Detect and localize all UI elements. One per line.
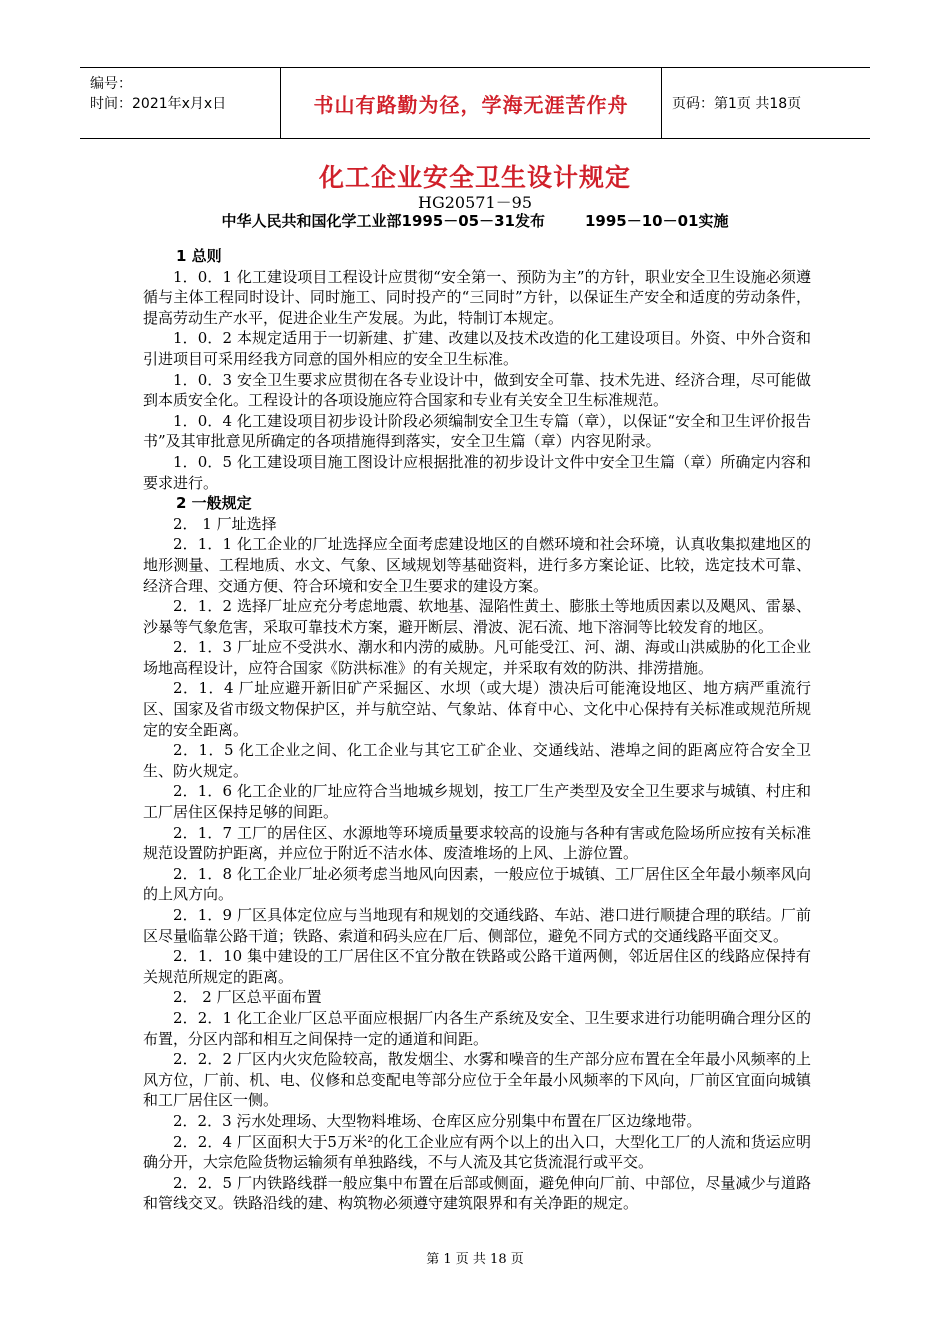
header-table — [80, 67, 870, 139]
issuer-line — [0, 210, 950, 231]
paragraph: 1．0．3 安全卫生要求应贯彻在各专业设计中，做到安全可靠、技术先进、经济合理，尽可能做到本质安全化。工程设计的各项设施应符合国家和专业有关安全卫生标准规范。 — [143, 370, 811, 410]
paragraph: 2．1．4 厂址应避开新旧矿产采掘区、水坝（或大堤）溃决后可能淹设地区、地方病严重流行区、国家及省市级文物保护区，并与航空站、气象站、体育中心、文化中心保持有关标准或规范所规定的安全距离。 — [143, 679, 811, 739]
paragraph: 1．0．5 化工建设项目施工图设计应根据批准的初步设计文件中安全卫生篇（章）所确定内容和要求进行。 — [143, 452, 811, 492]
paragraph: 2． 2 厂区总平面布置 — [173, 988, 322, 1007]
paragraph: 2．2．5 厂内铁路线群一般应集中布置在后部或侧面，避免伸向厂前、中部位，尽量减少与道路和管线交叉。铁路沿线的建、构筑物必须遵守建筑限界和有关净距的规定。 — [143, 1173, 811, 1213]
section-heading: 2 一般规定 — [176, 494, 252, 513]
paragraph: 2．1．6 化工企业的厂址应符合当地城乡规划，按工厂生产类型及安全卫生要求与城镇、村庄和工厂居住区保持足够的间距。 — [143, 782, 811, 822]
effective-date: 1995－10－01实施 — [585, 212, 729, 230]
paragraph: 1．0．2 本规定适用于一切新建、扩建、改建以及技术改造的化工建设项目。外资、中外合资和引进项目可采用经我方同意的国外相应的安全卫生标准。 — [143, 329, 811, 368]
section-heading: 1 总则 — [176, 247, 222, 265]
paragraph: 2．2．2 厂区内火灾危险较高，散发烟尘、水雾和噪音的生产部分应布置在全年最小风频率的上风方位，厂前、机、电、仪修和总变配电等部分应位于全年最小风频率的下风向，厂前区宜面向城镇和工厂居住区一侧。 — [143, 1050, 811, 1110]
header-meta-cell — [80, 68, 280, 138]
paragraph: 2． 1 厂址选择 — [173, 514, 277, 533]
header-page-cell — [662, 68, 870, 138]
paragraph: 2．1．2 选择厂址应充分考虑地震、软地基、湿陷性黄土、膨胀土等地质因素以及飓风、雷暴、沙暴等气象危害，采取可靠技术方案，避开断层、滑波、泥石流、地下溶洞等比较发育的地区。 — [143, 597, 811, 636]
paragraph: 1．0．4 化工建设项目初步设计阶段必须编制安全卫生专篇（章），以保证“安全和卫生评价报告书”及其审批意见所确定的各项措施得到落实，安全卫生篇（章）内容见附录。 — [143, 411, 811, 451]
issuer-text: 中华人民共和国化学工业部1995－05－31发布 — [221, 212, 545, 230]
paragraph: 2．1．9 厂区具体定位应与当地现有和规划的交通线路、车站、港口进行顺捷合理的联结。厂前区尽量临靠公路干道；铁路、索道和码头应在厂后、侧部位，避免不同方式的交通线路平面交叉。 — [143, 906, 811, 945]
paragraph: 1．0．1 化工建设项目工程设计应贯彻“安全第一、预防为主”的方针，职业安全卫生设施必须遵循与主体工程同时设计、同时施工、同时投产的“三同时”方针，以保证生产安全和适度的劳动条件，提高劳动生产水平，促进企业生产发展。为此，特制订本规定。 — [143, 267, 811, 327]
document-code: HG20571－95 — [418, 193, 532, 212]
motto-text: 书山有路勤为径，学海无涯苦作舟 — [313, 92, 629, 117]
paragraph: 2．1．8 化工企业厂址必须考虑当地风向因素，一般应位于城镇、工厂居住区全年最小频率风向的上风方向。 — [143, 864, 811, 904]
number-label: 编号： — [90, 76, 132, 92]
time-label: 时间：2021年x月x日 — [90, 96, 227, 112]
paragraph: 2．1．1 化工企业的厂址选择应全面考虑建设地区的自燃环境和社会环境，认真收集拟建地区的地形测量、工程地质、水文、气象、区域规划等基础资料，进行多方案论证、比较，选定技术可靠、经济合理、交通方便、符合环境和安全卫生要求的建设方案。 — [143, 535, 811, 595]
paragraph: 2．2．4 厂区面积大于5万米²的化工企业应有两个以上的出入口，大型化工厂的人流和货运应明确分开，大宗危险货物运输须有单独路线，不与人流及其它货流混行或平交。 — [143, 1132, 811, 1172]
paragraph: 2．1．3 厂址应不受洪水、潮水和内涝的威胁。凡可能受江、河、湖、海或山洪威胁的化工企业场地高程设计，应符合国家《防洪标准》的有关规定，并采取有效的防洪、排涝措施。 — [143, 638, 811, 677]
page-footer: 第 1 页 共 18 页 — [426, 1252, 524, 1267]
paragraph: 2．2．1 化工企业厂区总平面应根据厂内各生产系统及安全、卫生要求进行功能明确合理分区的布置，分区内部和相互之间保持一定的通道和间距。 — [143, 1008, 811, 1048]
page-info: 页码：第1页 共18页 — [672, 96, 802, 112]
paragraph: 2．1．7 工厂的居住区、水源地等环境质量要求较高的设施与各种有害或危险场所应按有关标准规范设置防护距离，并应位于附近不洁水体、废渣堆场的上风、上游位置。 — [143, 823, 811, 863]
document-body — [143, 246, 811, 1214]
document-title: 化工企业安全卫生设计规定 — [318, 163, 631, 192]
paragraph: 2．2．3 污水处理场、大型物料堆场、仓库区应分别集中布置在厂区边缘地带。 — [173, 1111, 702, 1130]
paragraph: 2．1．10 集中建设的工厂居住区不宜分散在铁路或公路干道两侧，邻近居住区的线路应保持有关规范所规定的距离。 — [143, 947, 811, 986]
paragraph: 2．1．5 化工企业之间、化工企业与其它工矿企业、交通线站、港埠之间的距离应符合安全卫生、防火规定。 — [143, 741, 811, 780]
header-motto-cell — [280, 68, 662, 138]
